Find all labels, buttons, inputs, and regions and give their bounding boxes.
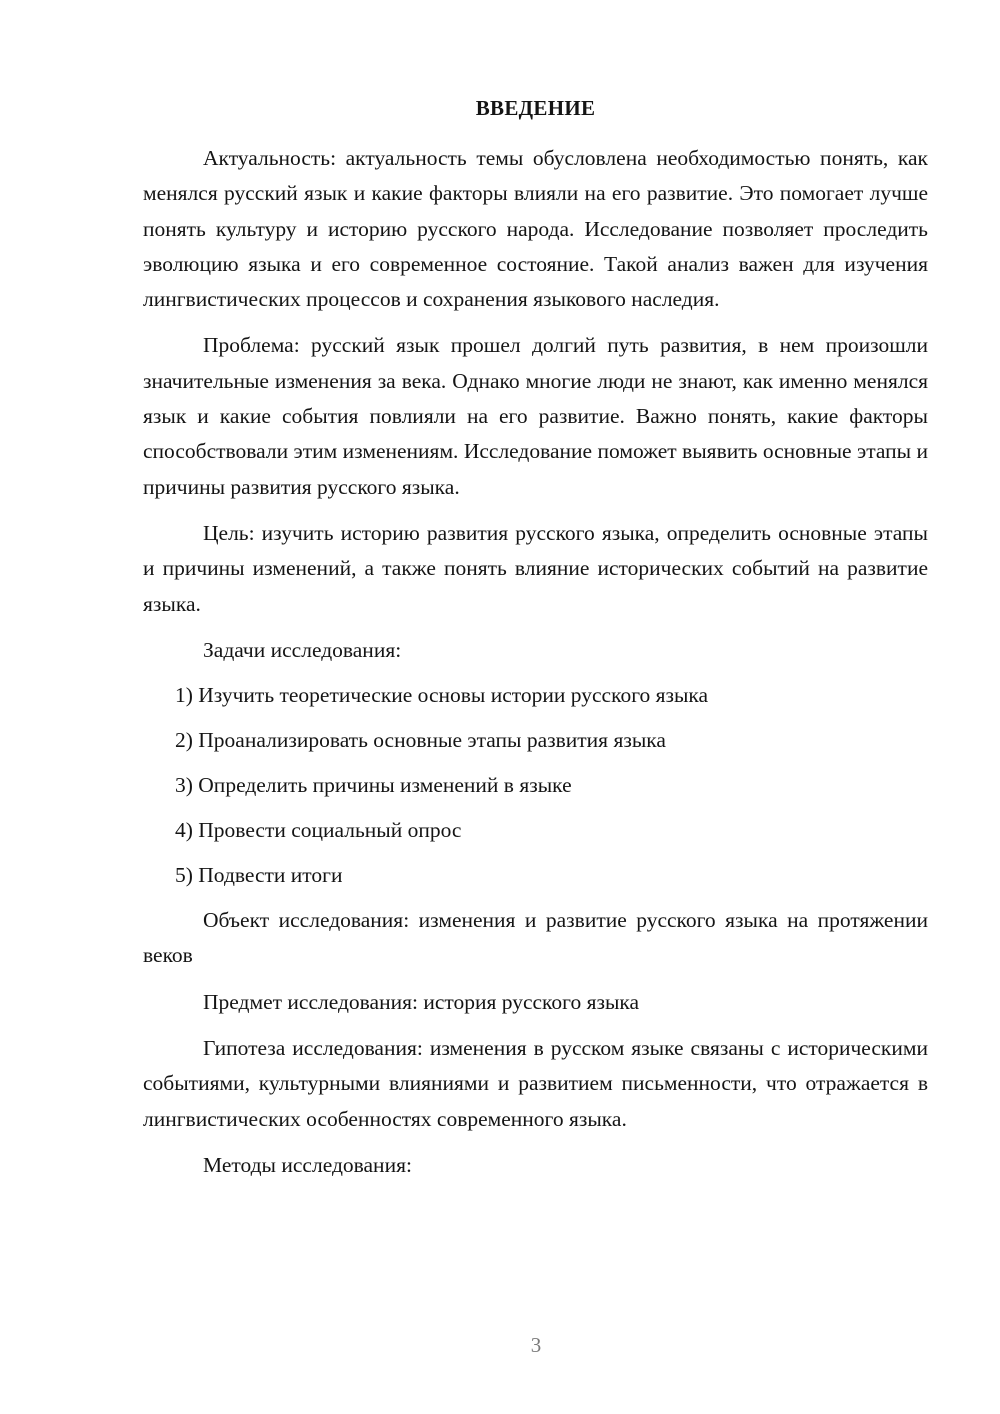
task-item: 2) Проанализировать основные этапы развития языка	[175, 728, 666, 753]
tasks-heading: Задачи исследования:	[203, 637, 402, 662]
section-heading: ВВЕДЕНИЕ	[475, 96, 596, 120]
task-item: 3) Определить причины изменений в языке	[175, 773, 572, 798]
task-item: 1) Изучить теоретические основы истории русского языка	[175, 683, 709, 708]
object-paragraph: Объект исследования: изменения и развитие русского языка на протяжении веков	[143, 908, 928, 968]
task-item: 5) Подвести итоги	[175, 863, 343, 888]
problem-paragraph: Проблема: русский язык прошел долгий путь развития, в нем произошли значительные изменения за века. Однако многие люди не знают, как именно менялся язык и какие события повлияли на его развитие. Важно понять, какие факторы способствовали этим изменениям. Исследование поможет выявить основные этапы и причины развития русского языка.	[143, 333, 928, 499]
document-body	[143, 141, 928, 1194]
subject-paragraph: Предмет исследования: история русского языка	[203, 989, 640, 1014]
task-item: 4) Провести социальный опрос	[175, 818, 462, 843]
goal-paragraph: Цель: изучить историю развития русского языка, определить основные этапы и причины изменений, а также понять влияние исторических событий на развитие языка.	[143, 520, 928, 616]
hypothesis-paragraph: Гипотеза исследования: изменения в русском языке связаны с историческими событиями, культурными влияниями и развитием письменности, что отражается в лингвистических особенностях современного языка.	[143, 1036, 928, 1131]
tasks-list	[143, 678, 928, 893]
page-number: 3	[530, 1333, 542, 1357]
methods-heading: Методы исследования:	[203, 1152, 412, 1177]
relevance-paragraph: Актуальность: актуальность темы обусловлена необходимостью понять, как менялся русский язык и какие факторы влияли на его развитие. Это помогает лучше понять культуру и историю русского народа. Исследование позволяет проследить эволюцию языка и его современное состояние. Такой анализ важен для изучения лингвистических процессов и сохранения языкового наследия.	[143, 146, 928, 312]
